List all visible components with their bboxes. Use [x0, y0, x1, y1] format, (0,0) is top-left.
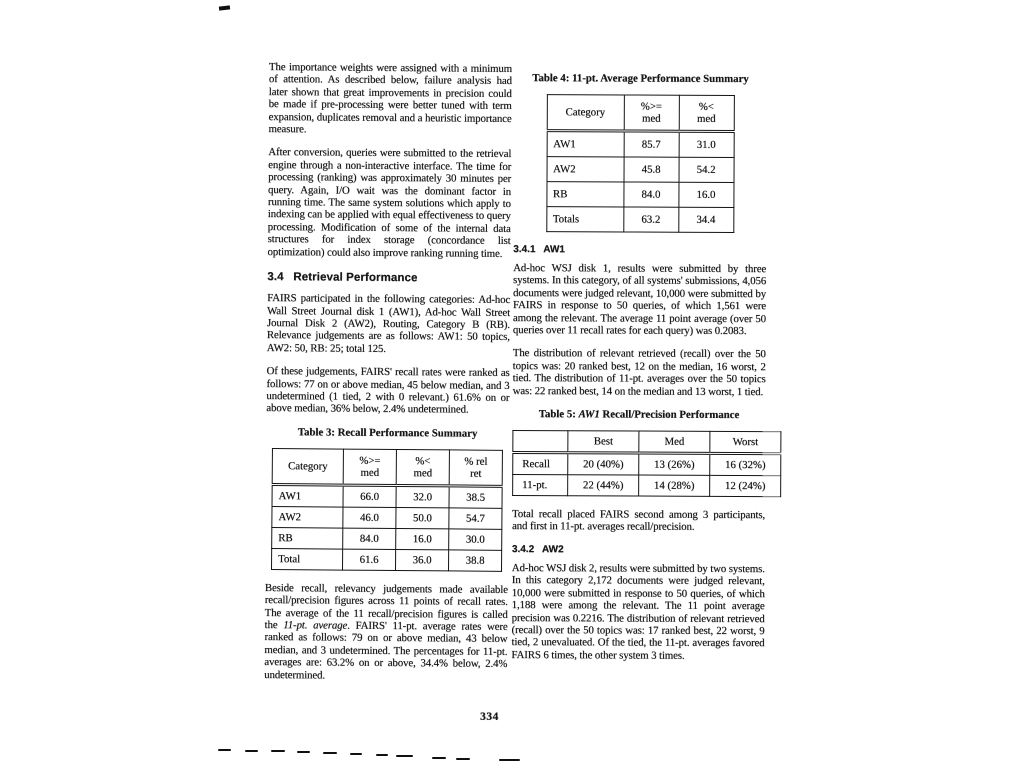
cell-category: AW2	[272, 506, 343, 528]
table3-caption: Table 3: Recall Performance Summary	[297, 425, 478, 440]
col-header-pct-lt-med: %< med	[396, 449, 449, 485]
cell-value: 50.0	[396, 507, 449, 528]
cell-value: 66.0	[343, 485, 396, 507]
cell-value: 32.0	[396, 485, 449, 507]
col-header-worst: Worst	[710, 431, 781, 453]
paragraph-query-processing: After conversion, queries were submitted to the retrieval engine through a non-interactive interface. The time for processing (ranking) was approximately 30 minutes per query. Again, I/O wait was the dominant factor in running time. The same system solutions which apply to indexing can be applied with equal effectiveness to query processing. Modification of some of the internal data structures for index storage (concordance list optimization) could also improve ranking running time.	[267, 146, 512, 260]
scan-dash	[218, 749, 231, 751]
col-header-med: Med	[639, 431, 710, 453]
row-label-11pt: 11-pt.	[513, 475, 568, 496]
scan-dash	[396, 755, 413, 757]
table-row	[547, 131, 734, 158]
scan-dash	[499, 759, 520, 761]
section-heading-retrieval-performance	[267, 271, 510, 285]
table-row	[547, 157, 734, 183]
paragraph-aw1-distribution: The distribution of relevant retrieved (recall) over the 50 topics was: 20 ranked best, 12 on the median, 16 worst, 2 tied. The distribution of 11-pt. averages over the 50 topics was: 22 ranked best, 14 on the median and 13 worst, 1 tied.	[512, 347, 766, 398]
cell-category: AW2	[547, 157, 624, 182]
cell-value: 16.0	[678, 182, 733, 207]
cell-value: 54.7	[449, 508, 502, 529]
caption-aw1-italic: AW1	[578, 408, 600, 421]
table-11pt-average-performance-summary	[546, 94, 735, 233]
paragraph-total-recall-rank: Total recall placed FAIRS second among 3 participants, and first in 11-pt. averages recall/precision.	[511, 508, 766, 534]
paragraph-aw2-results: Ad-hoc WSJ disk 2, results were submitted by two systems. In this category 2,172 documents were judged relevant, 10,000 were submitted in response to 50 queries, of which 1,188 were among the relevant. The 11 point average precision was 0.2216. The distribution of relevant retrieved (recall) over the 50 topics was: 17 ranked best, 22 worst, 9 tied, 2 unevaluated. Of the tied, the 11-pt. averages favored FAIRS 6 times, the other system 3 times.	[511, 561, 765, 662]
left-column	[264, 61, 512, 694]
cell-value: 36.0	[396, 549, 449, 570]
table-row	[272, 548, 502, 571]
caption-text: Table 5:	[538, 408, 579, 421]
table4-caption: Table 4: 11-pt. Average Performance Summary	[532, 72, 749, 86]
col-header-blank	[513, 431, 568, 453]
table-row	[272, 527, 502, 550]
table-row	[513, 475, 781, 497]
table-row	[513, 453, 781, 476]
cell-category: Total	[272, 548, 343, 570]
cell-value: 46.0	[343, 507, 396, 528]
table-row	[272, 484, 502, 508]
cell-value: 54.2	[679, 157, 734, 182]
col-header-pct-ge-med: %>= med	[343, 449, 396, 485]
paragraph-text: . FAIRS' 11-pt. average rates were ranked as follows: 79 on or above median, 43 below median, and 3 undetermined. The percentages for 11-pt. averages are: 63.2% on or above, 34.4% below, 2.4% undetermined.	[264, 619, 508, 682]
table-aw1-recall-precision-performance	[512, 430, 781, 497]
section-title: AW2	[541, 544, 564, 556]
cell-value: 85.7	[624, 131, 679, 157]
cell-category: AW1	[272, 484, 343, 507]
section-title: AW1	[543, 244, 565, 256]
cell-value: 30.0	[449, 529, 502, 550]
page-number: 334	[480, 711, 499, 723]
paragraph-categories: FAIRS participated in the following categories: Ad-hoc Wall Street Journal disk 1 (AW1), Ad-hoc Wall Street Journal Disk 2 (AW2), Routing, Category B (RB). Relevance judgements are as follows: AW1: 50 topics, AW2: 50, RB: 25; total 125.	[266, 292, 511, 355]
cell-value: 22 (44%)	[568, 475, 639, 496]
cell-value: 38.5	[449, 486, 502, 508]
table-header-row	[547, 95, 734, 132]
col-header-pct-rel-ret: % rel ret	[449, 450, 502, 486]
section-heading-aw1	[513, 244, 766, 256]
section-heading-aw2	[512, 544, 765, 556]
paragraph-text: Beside recall, relevancy judgements made available recall/precision figures across 11 points of recall rates. The average of the 11 recall/precision figures is called the	[264, 581, 508, 632]
right-column	[511, 68, 767, 673]
section-number: 3.4.1	[513, 243, 536, 256]
col-header-best: Best	[568, 431, 639, 453]
row-label-recall: Recall	[513, 453, 568, 475]
cell-value: 61.6	[343, 549, 396, 570]
col-header-category: Category	[272, 448, 343, 485]
cell-value: 84.0	[343, 528, 396, 549]
scan-dash	[271, 750, 285, 752]
cell-value: 63.2	[623, 207, 678, 232]
col-header-pct-lt-med: %< med	[679, 95, 734, 131]
cell-value: 14 (28%)	[639, 475, 710, 496]
term-11pt-average: 11-pt. average	[283, 619, 348, 632]
scan-artifact-speck	[219, 5, 230, 10]
table-header-row	[513, 431, 781, 454]
cell-value: 16 (32%)	[710, 453, 781, 475]
scan-dash	[350, 753, 362, 755]
cell-category: RB	[546, 182, 623, 207]
table-header-row	[272, 448, 502, 486]
cell-value: 20 (40%)	[568, 453, 639, 475]
scan-dash	[297, 751, 310, 753]
scan-dash	[323, 752, 337, 754]
paragraph-11pt-average	[264, 582, 508, 683]
col-header-category: Category	[547, 95, 624, 131]
section-number: 3.4.2	[511, 543, 535, 555]
cell-value: 31.0	[679, 131, 734, 157]
cell-category: RB	[272, 527, 343, 549]
cell-value: 38.8	[449, 550, 502, 571]
section-title: Retrieval Performance	[293, 271, 418, 285]
section-number: 3.4	[267, 271, 284, 284]
table-row	[546, 207, 733, 233]
table-row	[546, 182, 733, 208]
caption-text: Recall/Precision Performance	[599, 408, 740, 422]
scan-dash	[245, 750, 258, 752]
table-recall-performance-summary	[271, 448, 503, 572]
cell-value: 12 (24%)	[710, 475, 781, 496]
table5-caption	[512, 408, 765, 421]
cell-value: 84.0	[623, 182, 678, 207]
cell-value: 34.4	[678, 207, 733, 232]
cell-value: 16.0	[396, 528, 449, 549]
table-row	[272, 506, 502, 529]
cell-value: 45.8	[624, 157, 679, 182]
paragraph-recall-ranking: Of these judgements, FAIRS' recall rates were ranked as follows: 77 on or above median, 45 below median, and 3 undetermined (1 tied, 2 with 0 relevant.) 61.6% on or above median, 36% below, 2.4% undetermined.	[266, 365, 510, 416]
cell-category: Totals	[546, 207, 623, 232]
col-header-pct-ge-med: %>= med	[624, 95, 679, 131]
cell-value: 13 (26%)	[639, 453, 710, 475]
scan-dash	[376, 754, 388, 756]
scan-dash	[456, 758, 470, 760]
scan-dash	[432, 757, 446, 759]
cell-category: AW1	[547, 131, 624, 157]
paragraph-importance-weights: The importance weights were assigned with a minimum of attention. As described below, failure analysis had later shown that great improvements in precision could be made if pre-processing were better tuned with term expansion, duplicates removal and a heuristic importance measure.	[268, 61, 512, 136]
paragraph-aw1-results: Ad-hoc WSJ disk 1, results were submitted by three systems. In this category, of all systems' submissions, 4,056 documents were judged relevant, 10,000 were submitted by FAIRS in response to 50 queries, of which 1,561 were among the relevant. The average 11 point average (over 50 queries over 11 recall rates for each query) was 0.2083.	[512, 261, 767, 338]
